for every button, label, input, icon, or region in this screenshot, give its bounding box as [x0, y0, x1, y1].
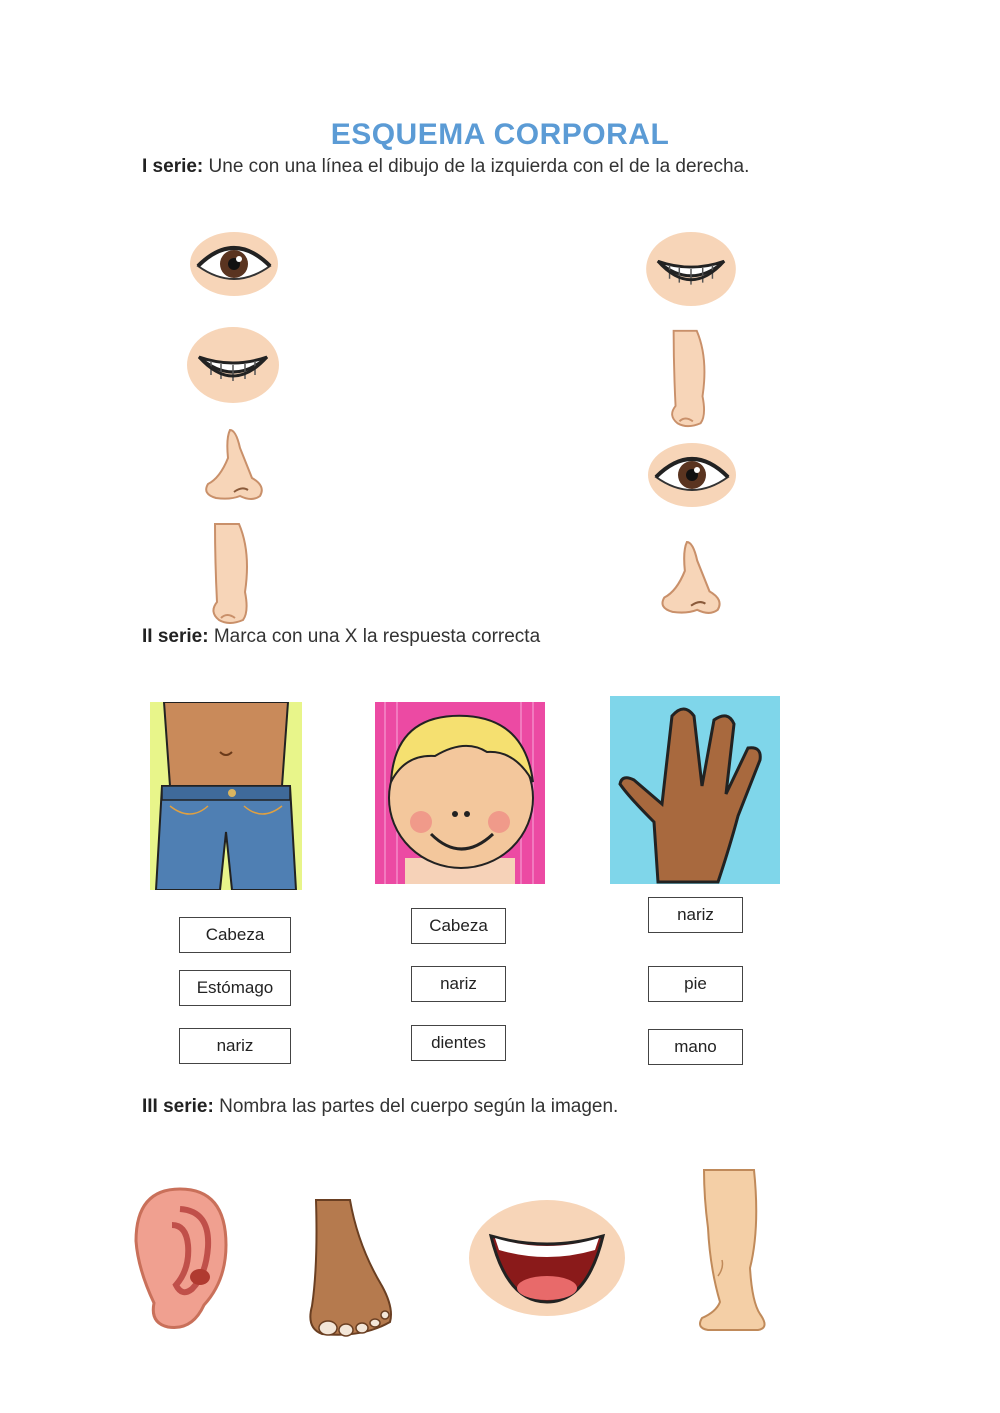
serie-2-instruction [142, 626, 540, 648]
page-title: ESQUEMA CORPORAL [330, 118, 670, 151]
face-image [375, 702, 545, 884]
hand-image [610, 696, 780, 884]
option-cabeza-col1[interactable]: Cabeza [179, 917, 291, 953]
mouth-icon-right[interactable] [642, 230, 740, 308]
option-nariz-col2[interactable]: nariz [411, 966, 506, 1002]
belly-image [150, 702, 302, 890]
serie-2-text: Marca con una X la respuesta correcta [208, 626, 541, 647]
nose-icon[interactable] [200, 428, 266, 502]
option-cabeza-col2[interactable]: Cabeza [411, 908, 506, 944]
option-mano-col3[interactable]: mano [648, 1029, 743, 1065]
option-nariz-col3[interactable]: nariz [648, 897, 743, 933]
serie-3-text: Nombra las partes del cuerpo según la imagen. [213, 1096, 619, 1117]
option-estomago-col1[interactable]: Estómago [179, 970, 291, 1006]
eye-icon[interactable] [188, 230, 280, 298]
eye-icon-right[interactable] [646, 440, 738, 510]
foot-icon [302, 1196, 394, 1346]
option-pie-col3[interactable]: pie [648, 966, 743, 1002]
leg-icon[interactable] [205, 522, 259, 624]
serie-1-label: I serie: [142, 156, 204, 177]
option-nariz-col1[interactable]: nariz [179, 1028, 291, 1064]
serie-1-instruction [142, 156, 749, 178]
mouth-open-icon [467, 1198, 627, 1318]
leg-icon-serie3 [694, 1168, 770, 1334]
serie-1-text: Une con una línea el dibujo de la izquierda con el de la derecha. [203, 156, 750, 177]
mouth-icon[interactable] [185, 325, 281, 405]
ear-icon [130, 1185, 230, 1333]
leg-icon-right[interactable] [664, 328, 716, 428]
serie-2-label: II serie: [142, 626, 209, 647]
nose-icon-right[interactable] [656, 540, 724, 616]
serie-3-instruction [142, 1096, 618, 1118]
option-dientes-col2[interactable]: dientes [411, 1025, 506, 1061]
serie-3-label: III serie: [142, 1096, 214, 1117]
